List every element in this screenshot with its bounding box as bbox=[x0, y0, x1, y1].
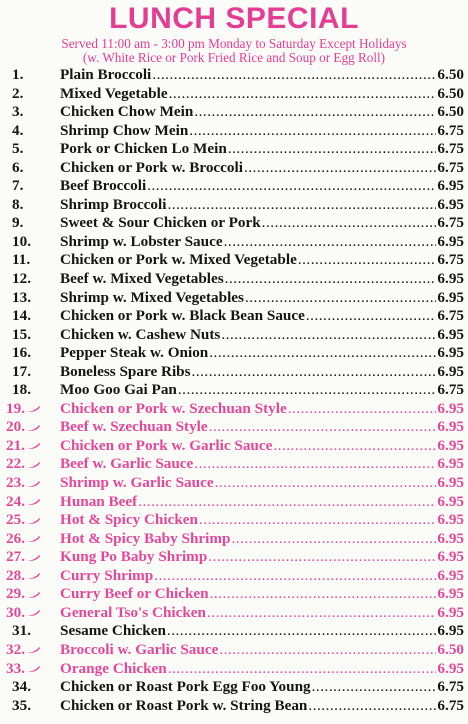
menu-item bbox=[6, 474, 464, 493]
hot-pepper-icon bbox=[25, 646, 41, 654]
menu-item bbox=[6, 270, 464, 289]
dot-leader bbox=[224, 233, 437, 252]
item-price: 6.95 bbox=[437, 455, 464, 473]
item-price: 6.75 bbox=[437, 158, 464, 176]
item-name: Sweet & Sour Chicken or Pork bbox=[60, 214, 261, 232]
item-price: 6.95 bbox=[437, 529, 464, 547]
dot-leader bbox=[225, 270, 437, 289]
item-price: 6.95 bbox=[437, 436, 464, 454]
item-price: 6.95 bbox=[437, 622, 464, 640]
item-name: Sesame Chicken bbox=[60, 622, 166, 640]
item-number: 2. bbox=[12, 84, 24, 102]
menu-item-list bbox=[6, 66, 464, 715]
item-number: 1. bbox=[12, 66, 24, 83]
item-price: 6.75 bbox=[437, 140, 464, 158]
dot-leader bbox=[219, 641, 436, 660]
item-number: 28. bbox=[6, 567, 60, 586]
menu-title: LUNCH SPECIAL bbox=[109, 2, 359, 35]
item-name: Beef w. Szechuan Style bbox=[60, 418, 208, 436]
hot-pepper-icon bbox=[25, 517, 41, 525]
serving-hours: Served 11:00 am - 3:00 pm Monday to Saturday Except Holidays bbox=[61, 36, 407, 51]
hot-pepper-icon bbox=[25, 461, 41, 469]
item-number: 18. bbox=[12, 381, 31, 399]
item-number: 25. bbox=[6, 511, 60, 530]
item-number: 9. bbox=[12, 214, 24, 232]
menu-item bbox=[6, 196, 464, 215]
menu-item bbox=[6, 326, 464, 345]
item-price: 6.75 bbox=[437, 678, 464, 696]
item-number: 8. bbox=[12, 195, 24, 213]
menu-item bbox=[6, 455, 464, 474]
item-price: 6.95 bbox=[437, 511, 464, 529]
hot-pepper-icon bbox=[25, 480, 41, 488]
item-name: Chicken or Pork w. Garlic Sauce bbox=[60, 436, 273, 454]
item-number: 32. bbox=[6, 641, 60, 660]
dot-leader bbox=[192, 363, 437, 382]
dot-leader bbox=[228, 140, 437, 159]
item-price: 6.95 bbox=[437, 288, 464, 306]
item-number: 31. bbox=[12, 622, 31, 640]
menu-item bbox=[6, 66, 464, 85]
item-price: 6.75 bbox=[437, 121, 464, 139]
dot-leader bbox=[207, 604, 436, 623]
menu-item bbox=[6, 567, 464, 586]
menu-item bbox=[6, 233, 464, 252]
menu-item bbox=[6, 214, 464, 233]
item-name: Pork or Chicken Lo Mein bbox=[60, 140, 227, 158]
dot-leader bbox=[167, 196, 436, 215]
menu-item bbox=[6, 103, 464, 122]
item-name: Chicken or Pork w. Mixed Vegetable bbox=[60, 251, 297, 269]
item-name: Beef w. Mixed Vegetables bbox=[60, 270, 224, 288]
dot-leader bbox=[147, 177, 436, 196]
menu-item bbox=[6, 622, 464, 641]
item-price: 6.95 bbox=[437, 548, 464, 566]
item-name: Chicken w. Cashew Nuts bbox=[60, 325, 221, 343]
item-number: 22. bbox=[6, 455, 60, 474]
item-price: 6.95 bbox=[437, 585, 464, 603]
dot-leader bbox=[306, 307, 437, 326]
item-name: Pepper Steak w. Onion bbox=[60, 344, 209, 362]
dot-leader bbox=[262, 214, 437, 233]
item-price: 6.75 bbox=[437, 381, 464, 399]
item-name: Shrimp Broccoli bbox=[60, 195, 167, 213]
item-price: 6.95 bbox=[437, 362, 464, 380]
item-name: General Tso's Chicken bbox=[60, 603, 206, 621]
menu-item bbox=[6, 437, 464, 456]
item-number: 13. bbox=[12, 288, 31, 306]
menu-item bbox=[6, 177, 464, 196]
item-price: 6.95 bbox=[437, 659, 464, 677]
menu-item bbox=[6, 307, 464, 326]
item-number: 30. bbox=[6, 604, 60, 623]
item-name: Shrimp w. Garlic Sauce bbox=[60, 474, 214, 492]
item-price: 6.95 bbox=[437, 344, 464, 362]
item-name: Hot & Spicy Baby Shrimp bbox=[60, 529, 231, 547]
item-price: 6.50 bbox=[437, 84, 464, 102]
dot-leader bbox=[168, 660, 437, 679]
dot-leader bbox=[154, 567, 436, 586]
menu-item bbox=[6, 85, 464, 104]
dot-leader bbox=[308, 697, 436, 716]
item-name: Chicken or Pork w. Broccoli bbox=[60, 158, 243, 176]
item-number: 12. bbox=[12, 270, 31, 288]
item-name: Chicken or Pork w. Szechuan Style bbox=[60, 399, 287, 417]
item-name: Boneless Spare Ribs bbox=[60, 362, 191, 380]
dot-leader bbox=[189, 122, 436, 141]
item-price: 6.50 bbox=[437, 103, 464, 121]
item-name: Hunan Beef bbox=[60, 492, 138, 510]
menu-item bbox=[6, 251, 464, 270]
item-name: Plain Broccoli bbox=[60, 66, 152, 83]
item-number: 17. bbox=[12, 362, 31, 380]
item-name: Broccoli w. Garlic Sauce bbox=[60, 640, 219, 658]
item-price: 6.95 bbox=[437, 492, 464, 510]
menu-item bbox=[6, 697, 464, 716]
item-price: 6.95 bbox=[437, 177, 464, 195]
item-name: Chicken or Roast Pork Egg Foo Young bbox=[60, 678, 311, 696]
item-number: 3. bbox=[12, 103, 24, 121]
hot-pepper-icon bbox=[25, 498, 41, 506]
menu-item bbox=[6, 122, 464, 141]
menu-item bbox=[6, 585, 464, 604]
dot-leader bbox=[298, 251, 437, 270]
item-name: Shrimp w. Mixed Vegetables bbox=[60, 288, 244, 306]
hot-pepper-icon bbox=[25, 424, 41, 432]
menu-item bbox=[6, 641, 464, 660]
item-number: 14. bbox=[12, 307, 31, 325]
hot-pepper-icon bbox=[25, 591, 41, 599]
item-price: 6.50 bbox=[437, 640, 464, 658]
menu-item bbox=[6, 604, 464, 623]
menu-item bbox=[6, 289, 464, 308]
item-number: 7. bbox=[12, 177, 24, 195]
menu-item bbox=[6, 381, 464, 400]
dot-leader bbox=[138, 493, 436, 512]
dot-leader bbox=[208, 548, 436, 567]
menu-item bbox=[6, 548, 464, 567]
hot-pepper-icon bbox=[25, 609, 41, 617]
item-price: 6.95 bbox=[437, 474, 464, 492]
dot-leader bbox=[194, 455, 436, 474]
item-number: 21. bbox=[6, 437, 60, 456]
hot-pepper-icon bbox=[25, 572, 41, 580]
item-number: 10. bbox=[12, 232, 31, 250]
dot-leader bbox=[194, 103, 436, 122]
item-price: 6.95 bbox=[437, 418, 464, 436]
hot-pepper-icon bbox=[25, 442, 41, 450]
dot-leader bbox=[312, 678, 437, 697]
item-price: 6.95 bbox=[437, 603, 464, 621]
menu-item bbox=[6, 678, 464, 697]
item-name: Curry Shrimp bbox=[60, 566, 154, 584]
item-number: 29. bbox=[6, 585, 60, 604]
item-price: 6.75 bbox=[437, 214, 464, 232]
menu-item bbox=[6, 511, 464, 530]
item-name: Beef Broccoli bbox=[60, 177, 147, 195]
item-name: Kung Po Baby Shrimp bbox=[60, 548, 208, 566]
item-number: 24. bbox=[6, 493, 60, 512]
dot-leader bbox=[221, 326, 436, 345]
item-number: 6. bbox=[12, 158, 24, 176]
dot-leader bbox=[169, 85, 437, 104]
item-price: 6.95 bbox=[437, 195, 464, 213]
item-number: 34. bbox=[12, 678, 31, 696]
item-price: 6.75 bbox=[437, 251, 464, 269]
dot-leader bbox=[244, 159, 436, 178]
item-price: 6.95 bbox=[437, 232, 464, 250]
item-number: 33. bbox=[6, 660, 60, 679]
dot-leader bbox=[210, 585, 437, 604]
dot-leader bbox=[209, 418, 437, 437]
item-price: 6.95 bbox=[437, 399, 464, 417]
menu-item bbox=[6, 344, 464, 363]
menu-item bbox=[6, 363, 464, 382]
item-number: 26. bbox=[6, 530, 60, 549]
hot-pepper-icon bbox=[25, 554, 41, 562]
item-number: 5. bbox=[12, 140, 24, 158]
item-name: Chicken or Roast Pork w. String Bean bbox=[60, 696, 308, 714]
item-price: 6.95 bbox=[437, 325, 464, 343]
item-number: 16. bbox=[12, 344, 31, 362]
item-number: 15. bbox=[12, 325, 31, 343]
lunch-includes-note: (w. White Rice or Pork Fried Rice and Soup or Egg Roll) bbox=[82, 50, 386, 65]
item-name: Shrimp w. Lobster Sauce bbox=[60, 232, 223, 250]
menu-item bbox=[6, 493, 464, 512]
dot-leader bbox=[209, 344, 436, 363]
dot-leader bbox=[273, 437, 436, 456]
dot-leader bbox=[245, 289, 436, 308]
item-number: 11. bbox=[12, 251, 31, 269]
menu-item bbox=[6, 140, 464, 159]
item-name: Orange Chicken bbox=[60, 659, 167, 677]
item-number: 20. bbox=[6, 418, 60, 437]
hot-pepper-icon bbox=[25, 535, 41, 543]
item-name: Beef w. Garlic Sauce bbox=[60, 455, 194, 473]
item-price: 6.50 bbox=[437, 66, 464, 83]
item-number: 4. bbox=[12, 121, 24, 139]
item-name: Chicken Chow Mein bbox=[60, 103, 194, 121]
item-name: Moo Goo Gai Pan bbox=[60, 381, 177, 399]
hot-pepper-icon bbox=[25, 665, 41, 673]
item-number: 27. bbox=[6, 548, 60, 567]
menu-item bbox=[6, 418, 464, 437]
item-name: Hot & Spicy Chicken bbox=[60, 511, 198, 529]
menu-item bbox=[6, 530, 464, 549]
dot-leader bbox=[288, 400, 437, 419]
item-number: 19. bbox=[6, 400, 60, 419]
item-number: 23. bbox=[6, 474, 60, 493]
item-number: 35. bbox=[12, 696, 31, 714]
item-price: 6.95 bbox=[437, 270, 464, 288]
dot-leader bbox=[199, 511, 436, 530]
item-name: Mixed Vegetable bbox=[60, 84, 168, 102]
item-price: 6.95 bbox=[437, 566, 464, 584]
menu-item bbox=[6, 400, 464, 419]
hot-pepper-icon bbox=[25, 405, 41, 413]
dot-leader bbox=[167, 622, 437, 641]
item-name: Chicken or Pork w. Black Bean Sauce bbox=[60, 307, 305, 325]
dot-leader bbox=[215, 474, 437, 493]
dot-leader bbox=[178, 381, 437, 400]
item-price: 6.75 bbox=[437, 307, 464, 325]
item-name: Shrimp Chow Mein bbox=[60, 121, 189, 139]
item-price: 6.75 bbox=[437, 696, 464, 714]
item-name: Curry Beef or Chicken bbox=[60, 585, 209, 603]
menu-item bbox=[6, 660, 464, 679]
menu-item bbox=[6, 159, 464, 178]
dot-leader bbox=[231, 530, 436, 549]
dot-leader bbox=[152, 66, 436, 85]
